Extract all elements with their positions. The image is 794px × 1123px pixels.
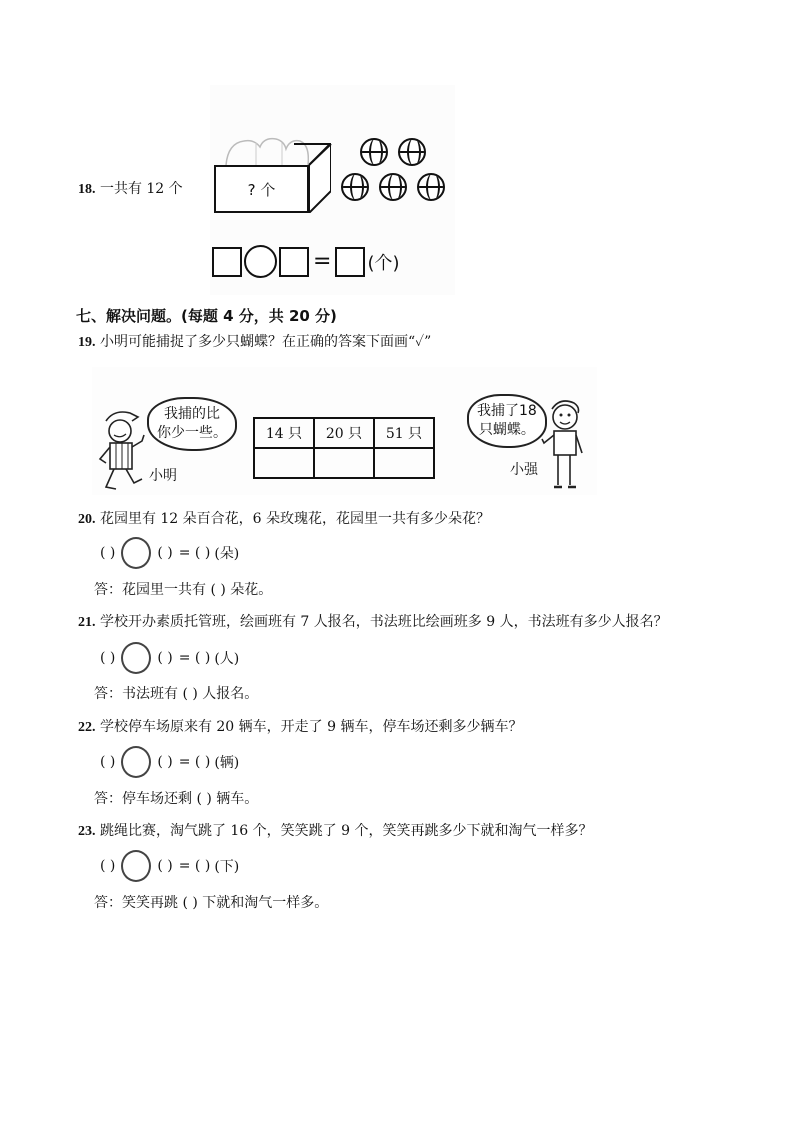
blank-result[interactable]: = ( ) <box>178 754 211 770</box>
q21-text: 学校开办素质托管班，绘画班有 7 人报名，书法班比绘画班多 9 人，书法班有多少人报名？ <box>99 614 668 630</box>
blank-operand-1[interactable]: ( ) <box>100 545 116 561</box>
q22-text: 学校停车场原来有 20 辆车，开走了 9 辆车，停车场还剩多少辆车？ <box>99 719 523 735</box>
blank-operand-2[interactable]: ( ) <box>157 754 173 770</box>
xiaoming-figure-icon <box>96 407 151 492</box>
q21-number: 21. <box>78 615 96 630</box>
q19-illustration <box>92 367 597 495</box>
mystery-box <box>214 165 309 213</box>
basketball-icon <box>341 173 369 201</box>
blank-operand-2[interactable]: ( ) <box>157 545 173 561</box>
basketball-icon <box>417 173 445 201</box>
check-cell-51[interactable] <box>374 448 434 478</box>
blank-result[interactable]: = ( ) <box>178 650 211 666</box>
bubble-line: 我捕的比 <box>164 406 220 422</box>
q18-equation <box>212 245 399 278</box>
basketball-icon <box>398 138 426 166</box>
q21-question <box>78 613 668 632</box>
q23-formula <box>100 850 239 882</box>
bubble-line: 我捕了18 <box>477 403 537 419</box>
equals-sign: = <box>313 248 332 274</box>
answer-box-result[interactable] <box>335 247 365 277</box>
q22-formula <box>100 746 239 778</box>
xiaoqiang-speech-bubble <box>467 394 547 448</box>
answer-box-1[interactable] <box>212 247 242 277</box>
operator-circle[interactable] <box>244 245 277 278</box>
q20-formula <box>100 537 239 569</box>
q20-text: 花园里有 12 朵百合花，6 朵玫瑰花，花园里一共有多少朵花？ <box>99 511 491 527</box>
blank-operand-1[interactable]: ( ) <box>100 858 116 874</box>
operator-circle[interactable] <box>121 850 151 882</box>
answer-box-2[interactable] <box>279 247 309 277</box>
formula-unit: (人) <box>214 651 240 667</box>
bubble-line: 只蝴蝶。 <box>478 422 535 438</box>
choice-label: 14 只 <box>254 418 314 448</box>
q22-number: 22. <box>78 720 96 735</box>
operator-circle[interactable] <box>121 746 151 778</box>
box-top-edge <box>214 143 332 167</box>
blank-operand-1[interactable]: ( ) <box>100 754 116 770</box>
section-title: 七、解决问题。(每题 4 分，共 20 分) <box>76 307 337 325</box>
formula-unit: (朵) <box>214 546 240 562</box>
q18-number: 18. <box>78 182 96 197</box>
q18-illustration <box>210 85 455 295</box>
operator-circle[interactable] <box>121 537 151 569</box>
q22-question <box>78 718 522 737</box>
blank-operand-2[interactable]: ( ) <box>157 650 173 666</box>
q19-question <box>78 333 431 352</box>
choice-label: 20 只 <box>314 418 374 448</box>
q21-formula <box>100 642 239 674</box>
q23-answer[interactable]: 答：笑笑再跳 ( ) 下就和淘气一样多。 <box>94 895 329 911</box>
basketball-icon <box>360 138 388 166</box>
q20-number: 20. <box>78 512 96 527</box>
q22-answer[interactable]: 答：停车场还剩 ( ) 辆车。 <box>94 791 259 807</box>
xiaoqiang-figure-icon <box>540 397 590 492</box>
q23-number: 23. <box>78 824 96 839</box>
equation-unit: (个) <box>367 252 400 274</box>
blank-operand-1[interactable]: ( ) <box>100 650 116 666</box>
basketball-icon <box>379 173 407 201</box>
formula-unit: (辆) <box>214 755 240 771</box>
q23-text: 跳绳比赛，淘气跳了 16 个，笑笑跳了 9 个，笑笑再跳多少下就和淘气一样多？ <box>99 823 593 839</box>
operator-circle[interactable] <box>121 642 151 674</box>
q19-text: 小明可能捕捉了多少只蝴蝶？在正确的答案下面画“✓” <box>99 334 432 350</box>
q19-number: 19. <box>78 335 96 350</box>
xiaoming-speech-bubble <box>147 397 237 451</box>
check-cell-14[interactable] <box>254 448 314 478</box>
bubble-line: 你少一些。 <box>157 425 227 441</box>
xiaoqiang-name: 小强 <box>510 462 538 478</box>
box-label: ? 个 <box>247 180 276 199</box>
choice-label: 51 只 <box>374 418 434 448</box>
blank-result[interactable]: = ( ) <box>178 858 211 874</box>
blank-result[interactable]: = ( ) <box>178 545 211 561</box>
blank-operand-2[interactable]: ( ) <box>157 858 173 874</box>
q21-answer[interactable]: 答：书法班有 ( ) 人报名。 <box>94 686 259 702</box>
q18-question <box>78 180 183 199</box>
q18-text: 一共有 12 个 <box>99 181 183 197</box>
formula-unit: (下) <box>214 859 240 875</box>
q20-answer[interactable]: 答：花园里一共有 ( ) 朵花。 <box>94 582 273 598</box>
q23-question <box>78 822 592 841</box>
check-cell-20[interactable] <box>314 448 374 478</box>
answer-choice-table <box>253 417 435 479</box>
q20-question <box>78 510 490 529</box>
xiaoming-name: 小明 <box>149 468 177 484</box>
